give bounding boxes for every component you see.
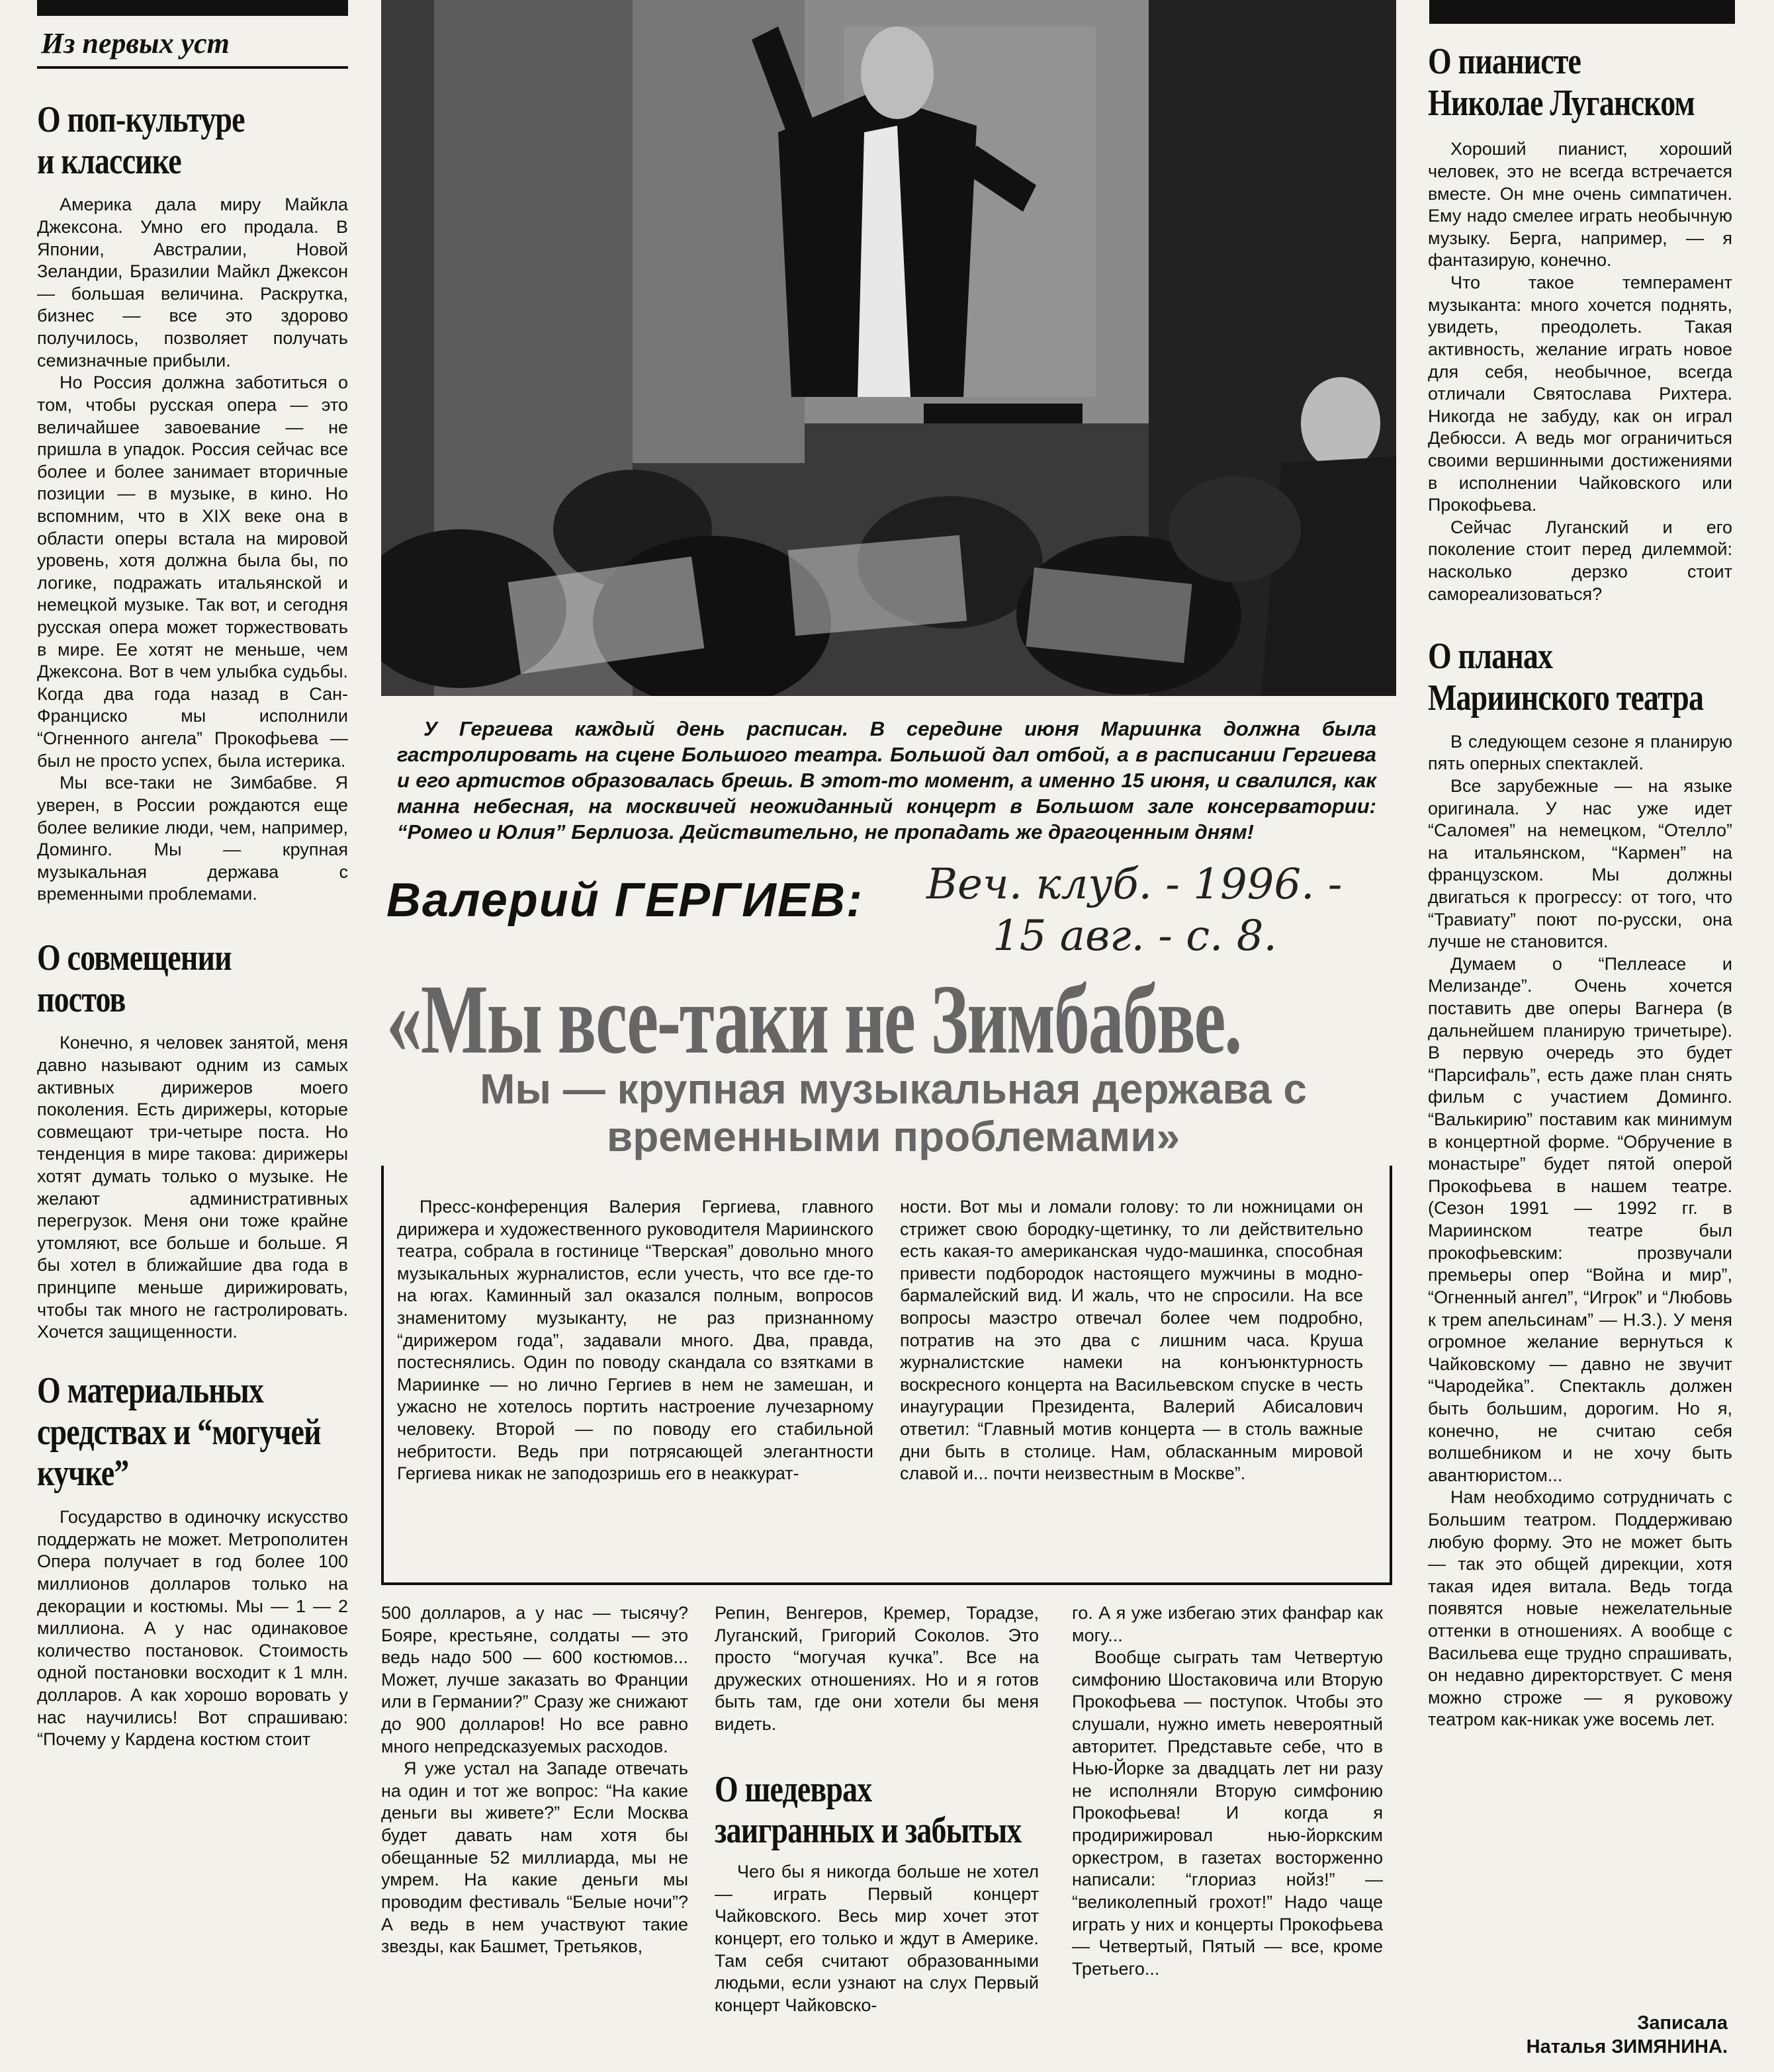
photo-caption: У Гергиева каждый день расписан. В середине июня Мариинка должна была гастролировать на сцене Большого театра. Большой дал отбой, а в расписании Гергиева и его артистов образовалась брешь. В этот-то момент, а именно 15 июня, и свалился, как манна небесная, на москвичей неожиданный концерт в Большом зале консерватории: “Ромео и Юлия” Берлиоза. Действительно, не пропадать же драгоценным дням! [397,717,1376,844]
text-plans: В следующем сезоне я планирую пять оперных спектаклей. Все зарубежные — на языке оригинала. У нас уже идет “Саломея” на немецком, “Отелло” на итальянском, “Кармен” на французском. Мы должны двигаться к прогрессу: от того, что “Травиату” поют по-русски, она лучше не становится. Думаем о “Пеллеасе и Мелизанде”. Очень хочется поставить две оперы Вагнера (в дальнейшем планирую тричетыре). В первую очередь это будет “Парсифаль”, есть даже план снять фильм с участием Доминго. “Валькирию” поставим как минимум в концертной форме. “Обручение в монастыре” будет пятой оперой Прокофьева в нашем театре. (Сезон 1991 — 1992 гг. в Мариинском театре был прокофьевским: прозвучали премьеры опер “Война и мир”, “Огненный ангел”, “Игрок” и “Любовь к трем апельсинам” — Н.З.). У меня огромное желание вернуться к Чайковскому — давно не звучит “Чародейка”. Спектакль должен быть большим, дорогим. Но я, конечно, не считаю себя волшебником и не хочу быть авантюристом... Нам необходимо сотрудничать с Большим театром. Поддерживаю любую форму. Это не может быть — так это общей дирекции, хотя такая идея витала. Ведь тогда появятся новые нежелательные оттенки в отношениях. А вообще с Васильева еще трудно спрашивать, он недавно директорствует. С меня можно строже — я руковожу театром как-никак уже восемь лет. [1428,731,1732,1730]
heading-material: О материальных средствах и “могучей кучке” [37,1369,321,1494]
bottom-col1: 500 долларов, а у нас — тысячу? Бояре, крестьяне, солдаты — это ведь надо 500 — 600 костюмов... Может, лучше заказать во Франции или в Германии?” Сразу же снижают до 900 долларов! Но все равно много непредсказуемых расходов. Я уже устал на Западе отвечать на один и тот же вопрос: “На какие деньги вы живете?” Если Москва будет давать нам хотя бы обещанные 52 миллиарда, мы не умрем. На какие деньги мы проводим фестиваль “Белые ночи”? А ведь в нем участвуют такие звезды, как Башмет, Третьяков, [381,1603,688,1957]
text-pianist: Хороший пианист, хороший человек, это не всегда встречается вместе. Он мне очень симпатичен. Ему надо смелее играть необычную музыку. Берга, например, — я фантазирую, конечно. Что такое темперамент музыканта: много хочется поднять, увидеть, преодолеть. Такая активность, желание играть новое для себя, необычное, всегда отличали Святослава Рихтера. Никогда не забуду, как он играл Дебюсси. А ведь мог ограничиться своими вершинными достижениями в исполнении Чайковского или Прокофьева. Сейчас Луганский и его поколение стоит перед дилеммой: насколько дерзко стоит самореализоваться? [1428,139,1732,604]
intro-col2: ности. Вот мы и ломали голову: то ли ножницами он стрижет свою бородку-щетинку, то ли действительно есть какая-то американская чудо-машинка, способная привести подбородок настоящего мужчины в модно-бармалейский вид. И жаль, что не спросили. На все вопросы маэстро отвечал более чем подробно, потратив на это два с лишним часа. Круша журналистские намеки на конъюнктурность воскресного концерта на Васильевском спуске в честь инаугурации Президента, Валерий Абисалович ответил: “Главный мотив концерта — в столь важные дни быть в столице. Нам, обласканным мировой славой и... почти неизвестным в Москве”. [900,1197,1363,1484]
headline-title: «Мы все-таки не Зимбабве. [386,965,1241,1074]
bottom-col3: го. А я уже избегаю этих фанфар как могу... Вообще сыграть там Четвертую симфонию Шостаковича или Вторую Прокофьева — поступок. Чтобы это слушали, нужно иметь невероятный авторитет. Представьте себе, что в Нью-Йорке за двадцать лет ни разу не исполняли Вторую симфонию Прокофьева! И когда я продирижировал нью-йоркским оркестром, в газетах восторженно написали: “глориаз нойз!” — “великолепный грохот!” Надо чаще играть у них и концерты Прокофьева — Четвертый, Пятый — все, кроме Третьего... [1072,1603,1383,1979]
text-pop-culture: Америка дала миру Майкла Джексона. Умно его продала. В Японии, Австралии, Новой Зеландии, Бразилии Майкл Джексон — большая величина. Раскрутка, бизнес — все это здорово получилось, позволяет получать семизначные прибыли. Но Россия должна заботиться о том, чтобы русская опера — это величайшее завоевание — не пришла в упадок. Россия сейчас все более и более занимает вторичные позиции — в музыке, в кино. Но вспомним, что в XIX веке она в области оперы встала на мировой уровень, хотя должна была бы, по логике, подражать итальянской и немецкой музыке. Так вот, и сегодня русская опера может торжествовать в мире. Ее хотят не меньше, чем Джексона. Вот в чем улыбка судьбы. Когда два года назад в Сан-Франциско мы исполнили “Огненного ангела” Прокофьева — был не просто успех, была истерика. Мы все-таки не Зимбабве. Я уверен, в России рождаются еще более великие люди, чем, например, Доминго. Мы — крупная музыкальная держава с временными проблемами. [37,194,348,904]
headline-subtitle: Мы — крупная музыкальная держава с временными проблемами» [480,1065,1307,1161]
signature: Записала Наталья ЗИМЯНИНА. [1526,2012,1728,2058]
headline-name: Валерий ГЕРГИЕВ: [386,874,864,927]
rubric-rule [37,66,348,69]
text-posts: Конечно, я человек занятой, меня давно называют одним из самых активных дирижеров моего поколения. Есть дирижеры, которые совмещают три-четыре поста. Но тенденция в мире такова: дирижеры хотят думать только о музыке. Не желают административных перегрузок. Меня они тоже крайне утомляют, все больше и больше. Я бы хотел в ближайшие два года в принципе меньше дирижировать, чтобы так много не гастролировать. Хочется защищенности. [37,1033,348,1342]
handwritten-note-line1: Веч. клуб. - 1996. - [926,860,1343,909]
left-column [37,99,348,1751]
photo-illustration [381,0,1396,696]
top-left-bar [37,0,348,16]
heading-plans: О планах Мариинского театра [1428,636,1704,718]
rubric: Из первых уст [41,27,230,60]
handwritten-note-line2: 15 авг. - с. 8. [993,912,1277,961]
heading-pianist: О пианисте Николае Луганском [1428,41,1695,124]
conductor-photo [381,0,1396,696]
heading-masterpieces: О шедеврах заигранных и забытых [715,1768,1022,1852]
text-material: Государство в одиночку искусство поддержать не может. Метрополитен Опера получает в год более 100 миллионов долларов только на декорации и костюмы. Мы — 1 — 2 миллиона. А у нас одинаковое количество постановок. Стоимость одной постановки восходит к 1 млн. долларов. А как хорошо воровать у нас научились! Вот спрашиваю: “Почему у Кардена костюм стоит [37,1507,348,1750]
heading-pop-culture: О поп-культуре и классике [37,99,245,182]
right-column [1428,41,1732,1731]
top-right-bar [1429,0,1735,24]
bottom-col2: Репин, Венгеров, Кремер, Торадзе, Луганский, Григорий Соколов. Это просто “могучая кучка”. Все на дружеских отношениях. Но и я готов быть там, где они хотели бы меня видеть. О шедеврах заигранных и забытых Чего бы я никогда больше не хотел — играть Первый концерт Чайковского. Весь мир хочет этот концерт, его только и ждут в Америке. Там себя считают образованными людьми, если узнают на слух Первый концерт Чайковско- [715,1603,1039,2015]
intro-col1: Пресс-конференция Валерия Гергиева, главного дирижера и художественного руководителя Мариинского театра, собрала в гостинице “Тверская” довольно много музыкальных журналистов, если учесть, что все где-то на югах. Каминный зал оказался полным, вопросов знаменитому музыканту, не раз признанному “дирижером года”, задавали много. Два, правда, постеснялись. Один по поводу скандала со взятками в Мариинке — но лично Гергиев в нем не замешан, и ужасно не хотелось портить настроение лучезарному человеку. Второй — по поводу его стабильной небритости. Ведь при потрясающей элегантности Гергиева никак не заподозришь его в неаккурат- [397,1197,873,1484]
heading-posts: О совмещении постов [37,937,232,1020]
